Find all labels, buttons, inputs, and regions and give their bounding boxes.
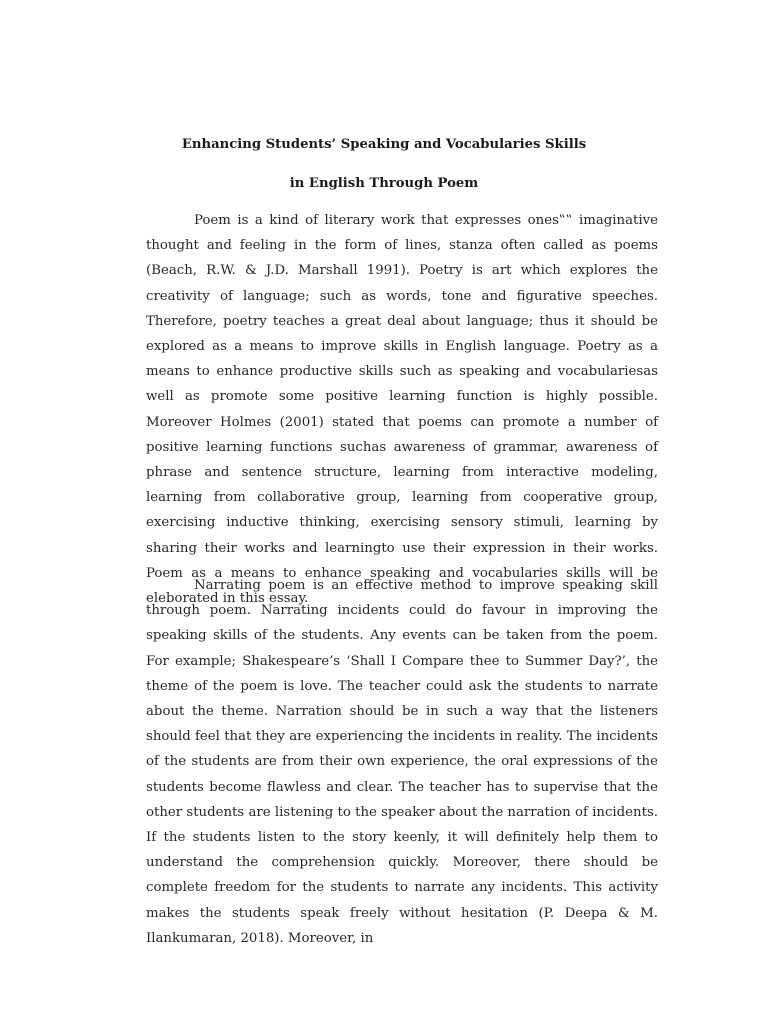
- body-paragraph-2: Narrating poem is an effective method to improve speaking skill through poem. Narrating incidents could do favour in improving the speaking skills of the students. Any events can be taken from the poem. For example; Shakespeare’s ‘Shall I Compare thee to Summer Day?’, the theme of the poem is love. The teacher could ask the students to narrate about the theme. Narration should be in such a way that the listeners should feel that they are experiencing the incidents in reality. The incidents of the students are from their own experience, the oral expressions of the students become flawless and clear. The teacher has to supervise that the other students are listening to the speaker about the narration of incidents. If the students listen to the story keenly, it will definitely help them to understand the comprehension quickly. Moreover, there should be complete freedom for the students to narrate any incidents. This activity makes the students speak freely without hesitation (P. Deepa & M. Ilankumaran, 2018). Moreover, in: [146, 578, 658, 946]
- document-title-line-2: in English Through Poem: [289, 176, 479, 191]
- body-paragraph-1: Poem is a kind of literary work that expresses ones‟‟ imaginative thought and feeling in the form of lines, stanza often called as poems (Beach, R.W. & J.D. Marshall 1991). Poetry is art which explores the creativity of language; such as words, tone and figurative speeches. Therefore, poetry teaches a great deal about language; thus it should be explored as a means to improve skills in English language. Poetry as a means to enhance productive skills such as speaking and vocabulariesas well as promote some positive learning function is highly possible. Moreover Holmes (2001) stated that poems can promote a number of positive learning functions suchas awareness of grammar, awareness of phrase and sentence structure, learning from interactive modeling, learning from collaborative group, learning from cooperative group, exercising inductive thinking, exercising sensory stimuli, learning by sharing their works and learningto use their expression in their works. Poem as a means to enhance speaking and vocabularies skills will be eleborated in this essay.: [146, 213, 658, 607]
- document-title-line-1: Enhancing Students’ Speaking and Vocabularies Skills: [181, 137, 587, 152]
